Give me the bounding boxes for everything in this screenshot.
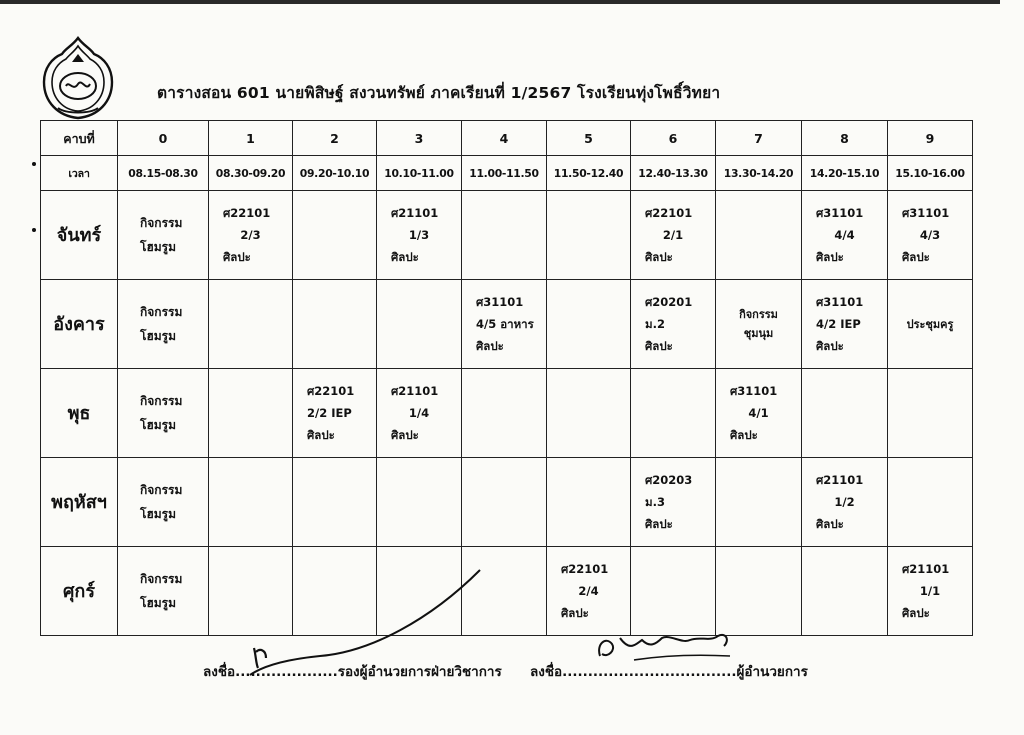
empty-cell (631, 369, 716, 458)
empty-cell (547, 280, 631, 369)
empty-cell (547, 369, 631, 458)
period-number: 0 (118, 121, 209, 156)
day-row (41, 369, 973, 458)
cell-line: ศ21101 (902, 562, 950, 576)
cell-line: ศิลปะ (816, 339, 844, 353)
cell-line: 1/2 (834, 495, 855, 509)
empty-cell (462, 458, 547, 547)
cell-line: 2/3 (240, 228, 261, 242)
cell-line: ศ31101 (476, 295, 524, 309)
cell-line: 4/5 อาหาร (476, 317, 534, 331)
cell-line: 2/1 (662, 228, 684, 242)
empty-cell (462, 369, 547, 458)
cell-line: 4/1 (748, 406, 769, 420)
empty-cell (377, 280, 462, 369)
cell-line: กิจกรรม (140, 216, 183, 230)
day-row (41, 280, 973, 369)
empty-cell (209, 369, 293, 458)
cell-line: 4/3 (919, 228, 941, 242)
schedule-cell (802, 191, 888, 280)
cell-line: ศ21101 (816, 473, 864, 487)
empty-cell (293, 458, 377, 547)
cell-line: โฮมรูม (140, 240, 177, 254)
cell-line: 1/1 (919, 584, 941, 598)
cell-line: ศิลปะ (645, 517, 673, 531)
schedule-cell (888, 280, 973, 369)
cell-line: ศิลปะ (476, 339, 504, 353)
period-header-label: คาบที่ (41, 121, 118, 156)
cell-line: ชุมนุม (743, 327, 774, 340)
time-slot: 14.20-15.10 (802, 156, 888, 191)
day-name: อังคาร (41, 280, 118, 369)
time-slot: 08.15-08.30 (118, 156, 209, 191)
schedule-cell (716, 369, 802, 458)
cell-line: 4/2 IEP (816, 317, 861, 331)
cell-line: โฮมรูม (140, 596, 177, 610)
period-number: 1 (209, 121, 293, 156)
empty-cell (462, 191, 547, 280)
signature-left-line: ลงชื่อ....................รองผู้อำนวยการฝ่ายวิชาการ (203, 664, 502, 680)
time-slot: 11.00-11.50 (462, 156, 547, 191)
empty-cell (209, 280, 293, 369)
cell-line: โฮมรูม (140, 418, 177, 432)
cell-line: 1/3 (408, 228, 430, 242)
day-name: จันทร์ (41, 191, 118, 280)
cell-line: ศิลปะ (902, 606, 930, 620)
cell-line: ศ22101 (561, 562, 609, 576)
cell-line: กิจกรรม (140, 394, 183, 408)
cell-line: ศ31101 (816, 206, 864, 220)
schedule-cell (377, 191, 462, 280)
cell-line: ศ22101 (223, 206, 271, 220)
schedule-cell (118, 191, 209, 280)
schedule-cell (802, 280, 888, 369)
cell-line: ศิลปะ (391, 428, 419, 442)
schedule-cell (631, 458, 716, 547)
schedule-cell (802, 458, 888, 547)
cell-line: ศ20203 (645, 473, 693, 487)
time-slot: 09.20-10.10 (293, 156, 377, 191)
empty-cell (293, 280, 377, 369)
period-number: 2 (293, 121, 377, 156)
signature-right-line: ลงชื่อ..................................ผู้อำนวยการ (530, 664, 808, 680)
page-title: ตารางสอน 601 นายพิสิษฐ์ สงวนทรัพย์ ภาคเรียนที่ 1/2567 โรงเรียนทุ่งโพธิ์วิทยา (157, 84, 721, 102)
empty-cell (547, 458, 631, 547)
cell-line: กิจกรรม (140, 572, 183, 586)
cell-line: ศิลปะ (730, 428, 758, 442)
empty-cell (716, 191, 802, 280)
time-slot: 13.30-14.20 (716, 156, 802, 191)
period-number: 6 (631, 121, 716, 156)
schedule-cell (888, 547, 973, 636)
cell-line: 4/4 (834, 228, 855, 242)
empty-cell (547, 191, 631, 280)
cell-line: ม.2 (645, 317, 665, 331)
cell-line: ศ31101 (816, 295, 864, 309)
cell-line: กิจกรรม (140, 305, 183, 319)
cell-line: ศ31101 (730, 384, 778, 398)
schedule-cell (377, 369, 462, 458)
schedule-cell (209, 191, 293, 280)
cell-line: ม.3 (645, 495, 665, 509)
cell-line: กิจกรรม (140, 483, 183, 497)
day-row (41, 191, 973, 280)
cell-line: โฮมรูม (140, 329, 177, 343)
empty-cell (802, 547, 888, 636)
time-slot: 15.10-16.00 (888, 156, 973, 191)
cell-line: โฮมรูม (140, 507, 177, 521)
day-name: พฤหัสฯ (41, 458, 118, 547)
school-emblem-logo (38, 36, 118, 120)
empty-cell (716, 458, 802, 547)
time-slot: 10.10-11.00 (377, 156, 462, 191)
day-name: ศุกร์ (41, 547, 118, 636)
cell-line: ศ31101 (902, 206, 950, 220)
period-number: 7 (716, 121, 802, 156)
cell-line: 2/2 IEP (307, 406, 352, 420)
day-name: พุธ (41, 369, 118, 458)
schedule-cell (716, 280, 802, 369)
time-label: เวลา (41, 156, 118, 191)
cell-line: 1/4 (408, 406, 430, 420)
schedule-cell (293, 369, 377, 458)
cell-line: ศิลปะ (307, 428, 335, 442)
schedule-cell (631, 191, 716, 280)
period-number: 5 (547, 121, 631, 156)
schedule-table (40, 120, 973, 636)
schedule-cell (631, 280, 716, 369)
time-row (41, 156, 973, 191)
schedule-cell (888, 191, 973, 280)
margin-dot (32, 162, 36, 166)
cell-line: 2/4 (578, 584, 599, 598)
cell-line: ศ22101 (645, 206, 693, 220)
cell-line: ศิลปะ (645, 250, 673, 264)
cell-line: ศ22101 (307, 384, 355, 398)
cell-line: ศิลปะ (816, 517, 844, 531)
time-slot: 08.30-09.20 (209, 156, 293, 191)
empty-cell (293, 191, 377, 280)
empty-cell (888, 369, 973, 458)
period-number: 8 (802, 121, 888, 156)
period-header-row (41, 121, 973, 156)
empty-cell (802, 369, 888, 458)
period-number: 9 (888, 121, 973, 156)
schedule-cell (462, 280, 547, 369)
cell-line: ศิลปะ (391, 250, 419, 264)
period-number: 3 (377, 121, 462, 156)
time-slot: 12.40-13.30 (631, 156, 716, 191)
cell-line: ศิลปะ (645, 339, 673, 353)
cell-line: ศ20201 (645, 295, 693, 309)
cell-line: ศิลปะ (561, 606, 589, 620)
margin-dot (32, 228, 36, 232)
cell-line: กิจกรรม (739, 308, 778, 321)
schedule-cell (118, 547, 209, 636)
empty-cell (209, 458, 293, 547)
schedule-cell (118, 369, 209, 458)
cell-line: ศิลปะ (902, 250, 930, 264)
time-slot: 11.50-12.40 (547, 156, 631, 191)
schedule-cell (118, 280, 209, 369)
cell-line: ศิลปะ (816, 250, 844, 264)
cell-line: ประชุมครู (906, 317, 954, 331)
empty-cell (377, 458, 462, 547)
cell-line: ศ21101 (391, 384, 439, 398)
period-number: 4 (462, 121, 547, 156)
schedule-cell (118, 458, 209, 547)
cell-line: ศ21101 (391, 206, 439, 220)
day-row (41, 458, 973, 547)
top-border-line (0, 0, 1000, 4)
cell-line: ศิลปะ (223, 250, 251, 264)
empty-cell (888, 458, 973, 547)
